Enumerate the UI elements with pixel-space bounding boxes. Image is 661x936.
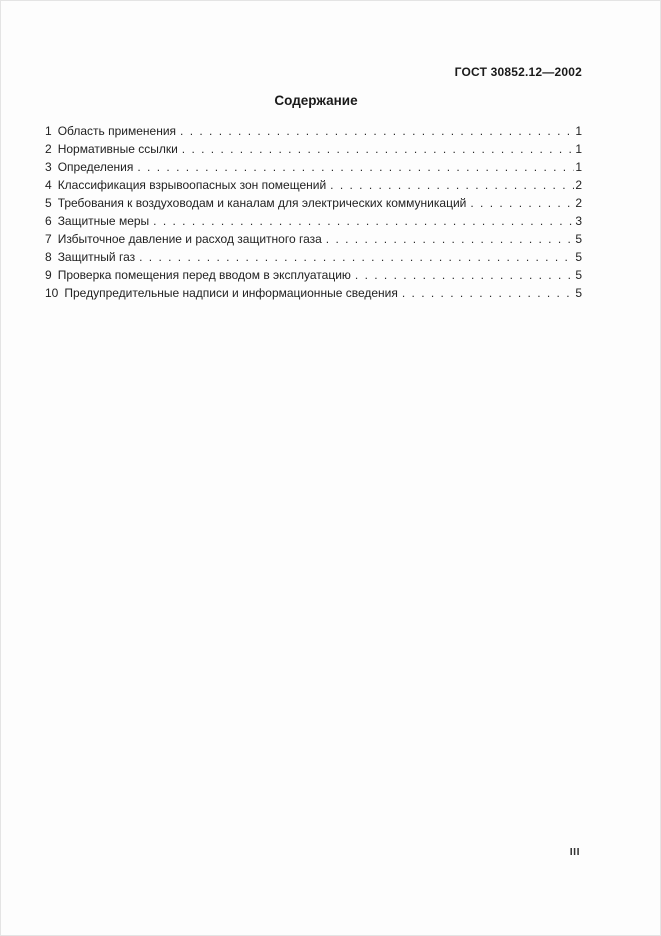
toc-entry-number: 8 bbox=[45, 250, 52, 264]
toc-entry-number: 6 bbox=[45, 214, 52, 228]
toc-entry-title: Классификация взрывоопасных зон помещений bbox=[57, 178, 327, 192]
toc-entry-title: Избыточное давление и расход защитного газа bbox=[57, 232, 322, 246]
toc-entry-number: 9 bbox=[45, 268, 52, 282]
toc-entry-title: Проверка помещения перед вводом в эксплуатацию bbox=[57, 268, 351, 282]
toc-entry-title: Защитные меры bbox=[57, 214, 150, 228]
toc-list bbox=[45, 122, 582, 302]
toc-entry-page: 5 bbox=[575, 286, 582, 300]
toc-entry-page: 1 bbox=[575, 142, 582, 156]
toc-entry-title: Нормативные ссылки bbox=[57, 142, 178, 156]
toc-dot-leader bbox=[402, 284, 574, 302]
toc-entry-title: Предупредительные надписи и информационные сведения bbox=[64, 286, 398, 300]
toc-entry bbox=[45, 140, 582, 158]
toc-entry bbox=[45, 176, 582, 194]
toc-entry-page: 1 bbox=[575, 124, 582, 138]
toc-dot-leader bbox=[355, 266, 574, 284]
toc-entry-number: 10 bbox=[45, 286, 59, 300]
toc-dot-leader bbox=[180, 122, 574, 140]
toc-entry bbox=[45, 158, 582, 176]
toc-entry-page: 5 bbox=[575, 250, 582, 264]
toc-dot-leader bbox=[139, 248, 574, 266]
toc-entry-number: 4 bbox=[45, 178, 52, 192]
toc-entry bbox=[45, 212, 582, 230]
page-number: III bbox=[569, 846, 580, 858]
toc-entry-page: 2 bbox=[575, 178, 582, 192]
toc-entry-page: 2 bbox=[575, 196, 582, 210]
toc-dot-leader bbox=[153, 212, 574, 230]
toc-dot-leader bbox=[470, 194, 574, 212]
toc-entry bbox=[45, 248, 582, 266]
toc-entry bbox=[45, 266, 582, 284]
toc-entry-title: Требования к воздуховодам и каналам для электрических коммуникаций bbox=[57, 196, 467, 210]
toc-entry-title: Защитный газ bbox=[57, 250, 136, 264]
toc-entry-page: 3 bbox=[575, 214, 582, 228]
contents-title: Содержание bbox=[274, 93, 358, 108]
toc-dot-leader bbox=[182, 140, 575, 158]
toc-dot-leader bbox=[330, 176, 574, 194]
toc-entry-number: 1 bbox=[45, 124, 52, 138]
toc-entry-number: 3 bbox=[45, 160, 52, 174]
toc-dot-leader bbox=[137, 158, 574, 176]
toc-dot-leader bbox=[326, 230, 575, 248]
toc-entry-number: 5 bbox=[45, 196, 52, 210]
toc-entry bbox=[45, 122, 582, 140]
toc-entry-page: 5 bbox=[575, 268, 582, 282]
toc-entry-title: Определения bbox=[57, 160, 134, 174]
toc-entry-number: 2 bbox=[45, 142, 52, 156]
toc-entry-number: 7 bbox=[45, 232, 52, 246]
document-code: ГОСТ 30852.12—2002 bbox=[454, 65, 582, 79]
toc-entry bbox=[45, 284, 582, 302]
toc-entry bbox=[45, 230, 582, 248]
toc-entry-title: Область применения bbox=[57, 124, 177, 138]
toc-entry-page: 5 bbox=[575, 232, 582, 246]
toc-entry-page: 1 bbox=[575, 160, 582, 174]
toc-entry bbox=[45, 194, 582, 212]
